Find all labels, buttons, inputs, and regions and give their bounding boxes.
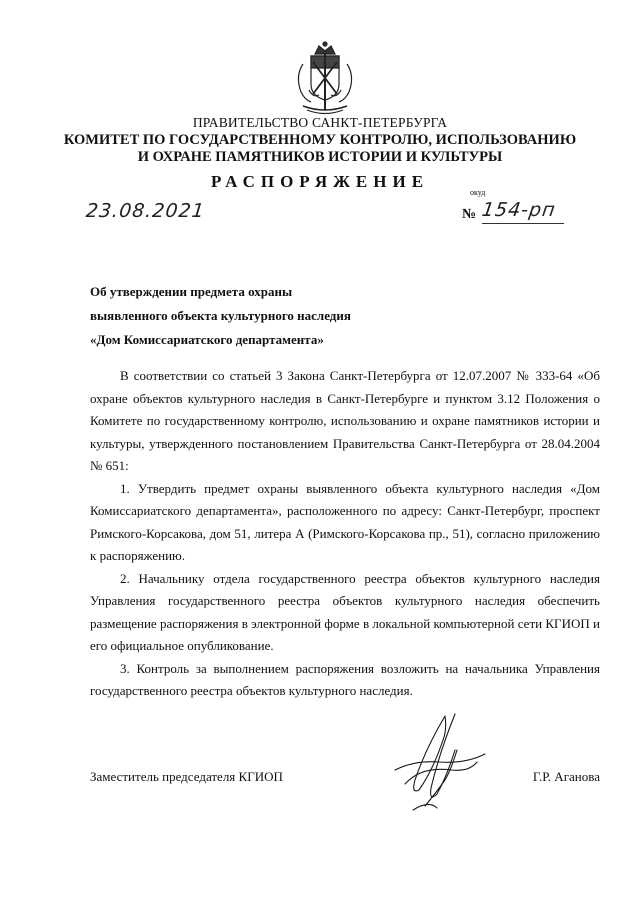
number-value: 154-рп bbox=[480, 199, 558, 221]
committee-title-line1: КОМИТЕТ ПО ГОСУДАРСТВЕННОМУ КОНТРОЛЮ, ИСПОЛЬЗОВАНИЮ bbox=[63, 132, 577, 148]
number-underline bbox=[482, 223, 564, 224]
subject-line2: выявленного объекта культурного наследия bbox=[90, 308, 351, 323]
subject-line3: «Дом Комиссариатского департамента» bbox=[90, 332, 324, 347]
preamble-paragraph: В соответствии со статьей 3 Закона Санкт-Петербурга от 12.07.2007 № 333-64 «Об охране объектов культурного наследия в Санкт-Петербурге и пунктом 3.12 Положения о Комитете по государственному контролю, использованию и охране памятников истории и культуры, утвержденного постановлением Правительства Санкт-Петербурга от 28.04.2004 № 651: bbox=[90, 368, 600, 473]
item-2-paragraph: 2. Начальнику отдела государственного реестра объектов культурного наследия Управления государственного реестра объектов культурного наследия обеспечить размещение распоряжения в электронной форме в локальной компьютерной сети КГИОП и его официальное опубликование. bbox=[90, 570, 600, 653]
document-date: 23.08.2021 bbox=[84, 200, 206, 222]
committee-title-line2: И ОХРАНЕ ПАМЯТНИКОВ ИСТОРИИ И КУЛЬТУРЫ bbox=[137, 149, 503, 165]
coat-of-arms-icon bbox=[289, 40, 361, 118]
okud-label: окуд bbox=[470, 188, 486, 197]
subject-line1: Об утверждении предмета охраны bbox=[90, 284, 293, 299]
number-sign: № bbox=[462, 207, 477, 222]
document-body bbox=[90, 365, 600, 703]
document-type: РАСПОРЯЖЕНИЕ bbox=[210, 172, 430, 191]
item-1-paragraph: 1. Утвердить предмет охраны выявленного объекта культурного наследия «Дом Комиссариатского департамента», расположенного по адресу: Санкт-Петербург, проспект Римского-Корсакова, дом 51, литера А (Римского-Корсакова пр., 51), согласно приложению к распоряжению. bbox=[90, 480, 600, 563]
document-number bbox=[462, 199, 558, 223]
document-subject bbox=[90, 280, 351, 352]
signatory-name: Г.Р. Аганова bbox=[532, 769, 600, 784]
handwritten-signature bbox=[385, 710, 490, 820]
committee-title bbox=[60, 132, 580, 166]
signatory-role: Заместитель председателя КГИОП bbox=[90, 769, 283, 784]
government-title: ПРАВИТЕЛЬСТВО САНКТ-ПЕТЕРБУРГА bbox=[192, 115, 448, 130]
item-3-paragraph: 3. Контроль за выполнением распоряжения возложить на начальника Управления государственного реестра объектов культурного наследия. bbox=[90, 660, 600, 698]
